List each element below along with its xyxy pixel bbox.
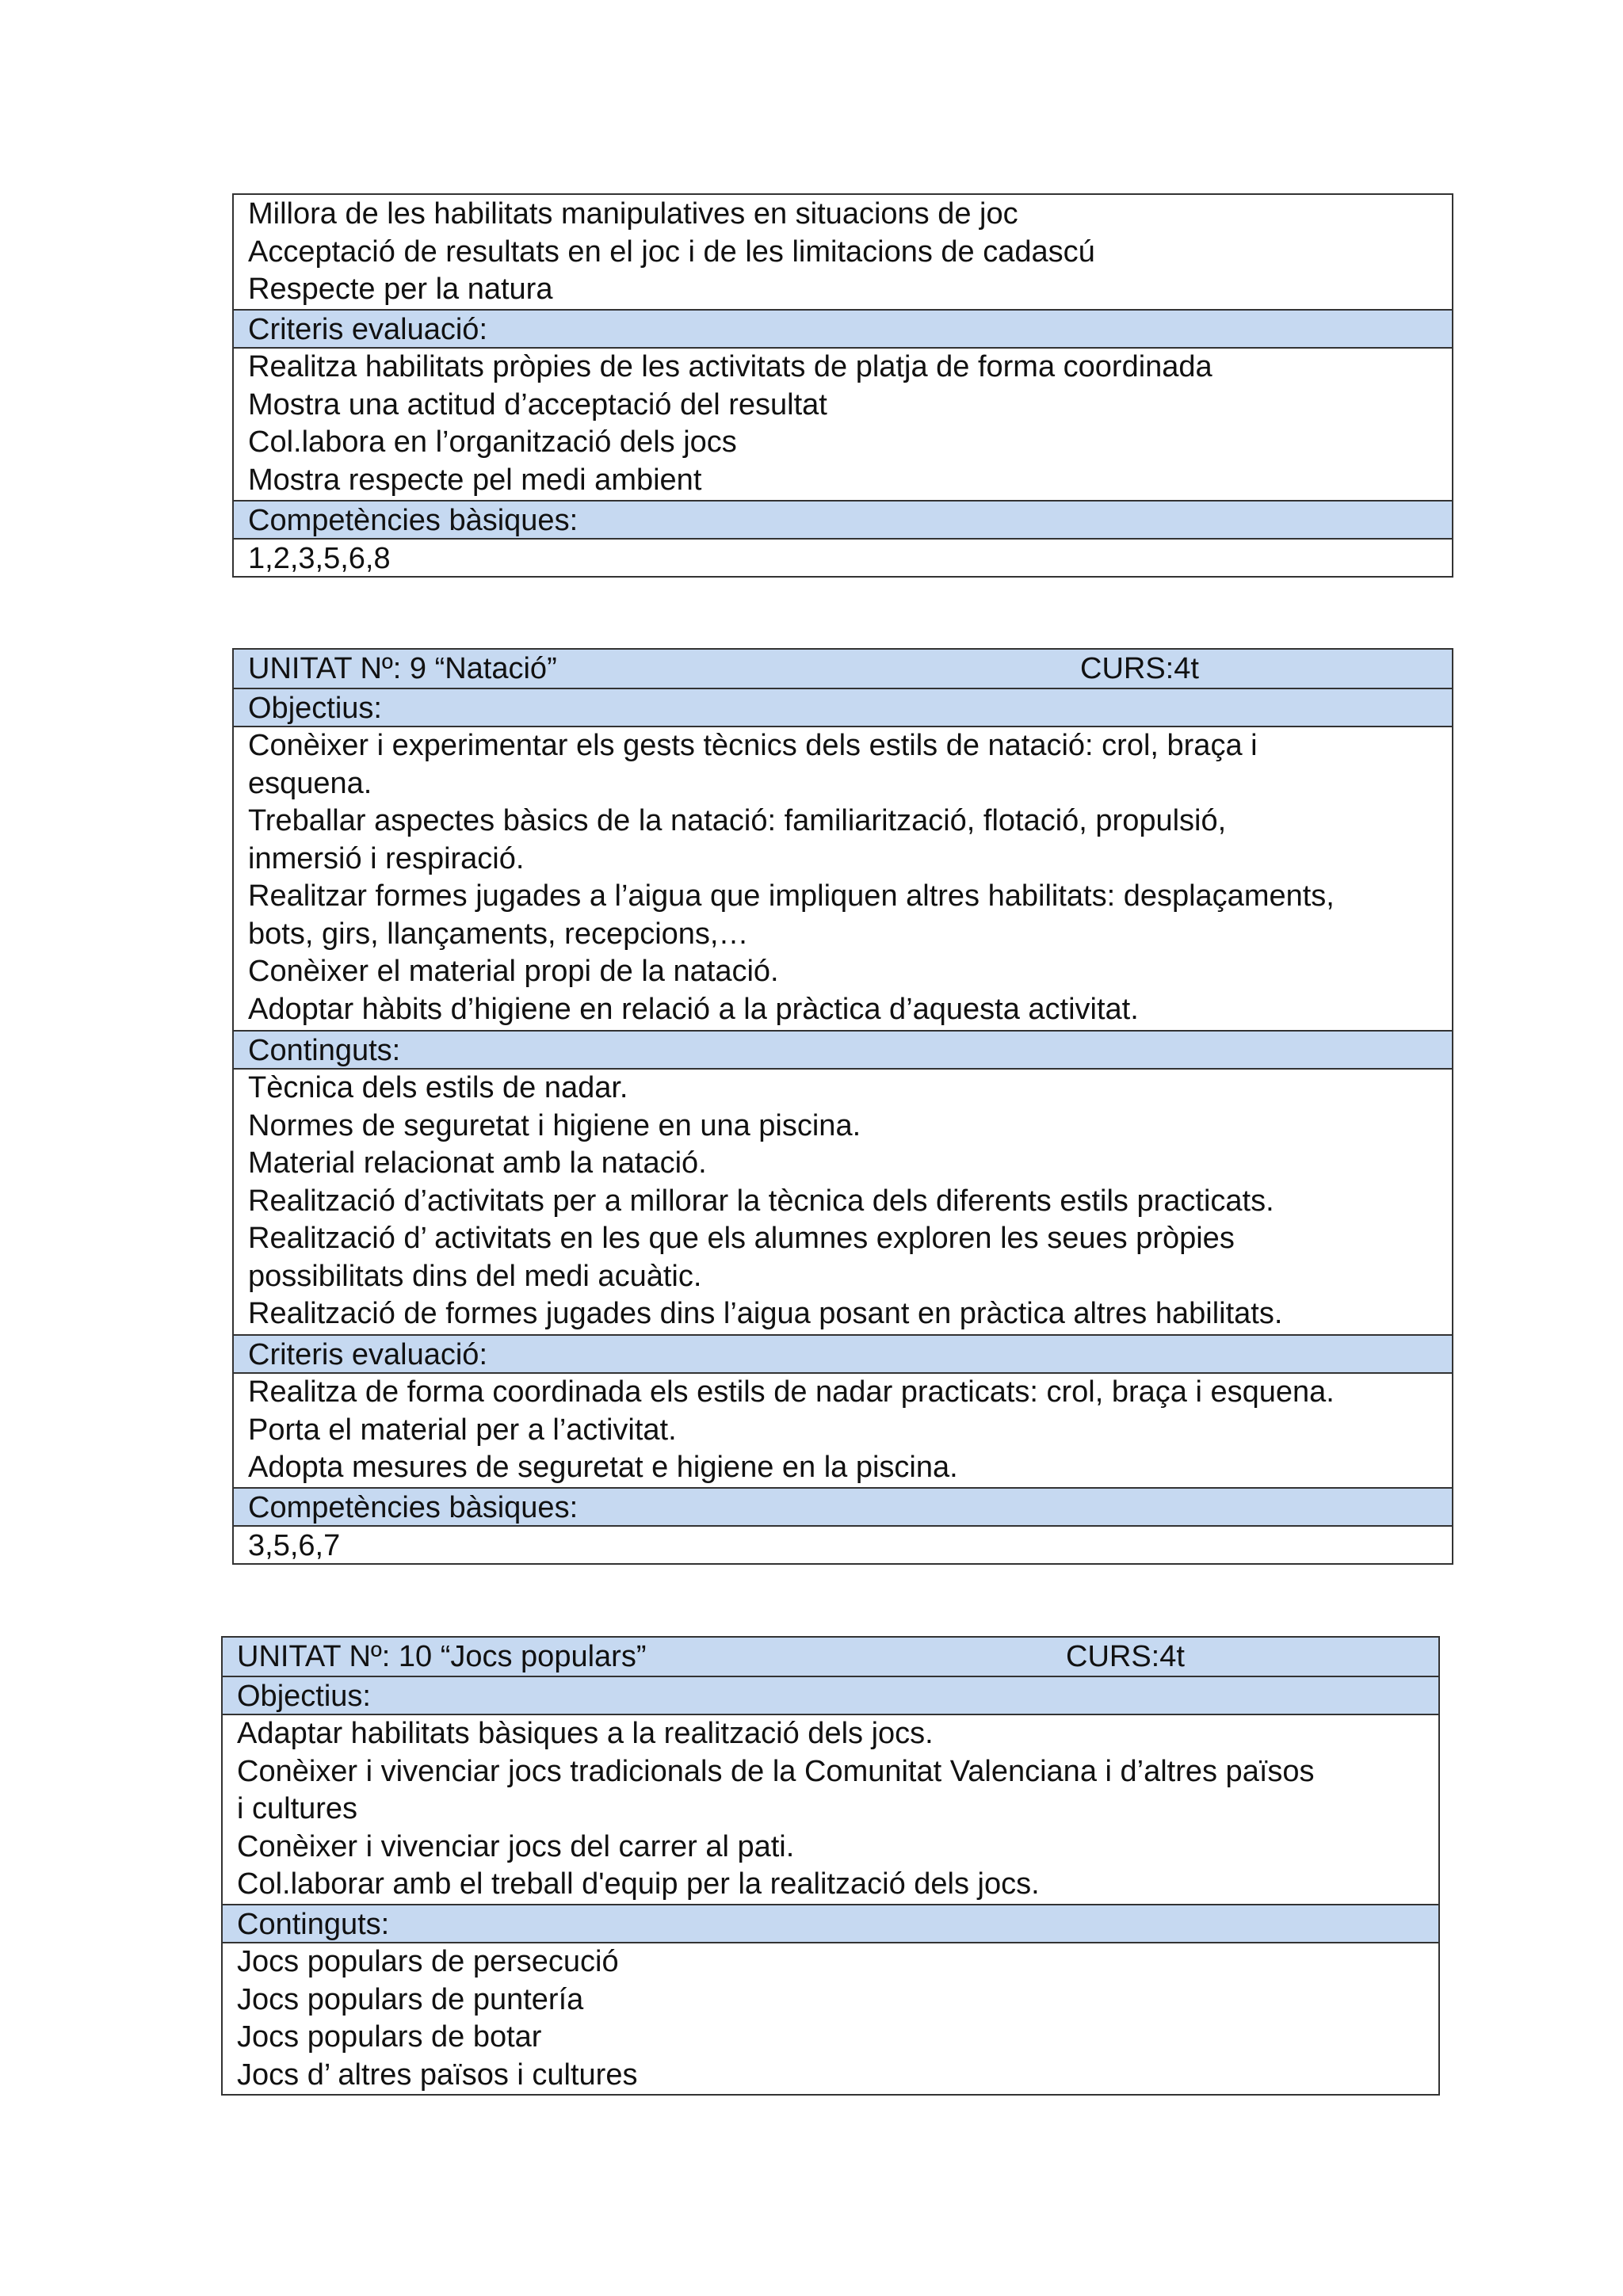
curs-label: CURS:4t (1080, 652, 1199, 685)
objectius-cell (223, 1714, 1438, 1904)
text-line: Realització de formes jugades dins l’aigua posant en pràctica altres habilitats. (248, 1297, 1283, 1330)
criteris-cell (234, 347, 1452, 500)
text-line: Jocs d’ altres països i cultures (237, 2058, 638, 2092)
continguts-header: Continguts: (223, 1904, 1438, 1942)
text-line: Jocs populars de botar (237, 2020, 542, 2054)
text-line: Normes de seguretat i higiene en una piscina. (248, 1108, 861, 1142)
unit-8-continuation-table (232, 193, 1453, 578)
text-line: Conèixer el material propi de la natació. (248, 955, 779, 988)
continguts-continuation-cell (234, 195, 1452, 309)
text-line: Col.labora en l’organització dels jocs (248, 425, 737, 459)
text-line: Treballar aspectes bàsics de la natació: familiarització, flotació, propulsió, (248, 804, 1227, 837)
unit-title: UNITAT Nº: 10 “Jocs populars” (237, 1640, 647, 1673)
competencies-header: Competències bàsiques: (234, 500, 1452, 538)
unit-9-table (232, 648, 1453, 1565)
objectius-cell (234, 726, 1452, 1030)
text-line: Millora de les habilitats manipulatives en situacions de joc (248, 197, 1018, 231)
text-line: Conèixer i vivenciar jocs del carrer al pati. (237, 1829, 795, 1863)
text-line: Jocs populars de puntería (237, 1982, 584, 2016)
unit-title-row (223, 1638, 1438, 1676)
text-line: Acceptació de resultats en el joc i de les limitacions de cadascú (248, 235, 1095, 269)
text-line: Realització d’activitats per a millorar la tècnica dels diferents estils practicats. (248, 1184, 1274, 1218)
continguts-header: Continguts: (234, 1030, 1452, 1068)
text-line: Respecte per la natura (248, 273, 553, 306)
criteris-header: Criteris evaluació: (234, 309, 1452, 347)
objectius-header: Objectius: (234, 688, 1452, 726)
continguts-cell (234, 1068, 1452, 1334)
text-line: Conèixer i experimentar els gests tècnics dels estils de natació: crol, braça i (248, 729, 1258, 762)
text-line: Realització d’ activitats en les que els alumnes exploren les seues pròpies (248, 1222, 1235, 1255)
unit-title-row (234, 650, 1452, 688)
text-line: Adaptar habilitats bàsiques a la realització dels jocs. (237, 1717, 934, 1750)
criteris-cell (234, 1372, 1452, 1487)
text-line: Mostra respecte pel medi ambient (248, 463, 702, 497)
text-line: Adopta mesures de seguretat e higiene en la piscina. (248, 1451, 958, 1484)
competencies-cell: 1,2,3,5,6,8 (234, 538, 1452, 576)
criteris-header: Criteris evaluació: (234, 1334, 1452, 1372)
text-line: Col.laborar amb el treball d'equip per la realització dels jocs. (237, 1867, 1040, 1901)
continguts-cell (223, 1942, 1438, 2094)
text-line: i cultures (237, 1792, 358, 1825)
text-line: inmersió i respiració. (248, 841, 525, 875)
unit-10-table (221, 1636, 1440, 2096)
competencies-cell: 3,5,6,7 (234, 1525, 1452, 1563)
text-line: Porta el material per a l’activitat. (248, 1413, 677, 1447)
text-line: Realitza de forma coordinada els estils de nadar practicats: crol, braça i esquena. (248, 1375, 1335, 1409)
text-line: Material relacionat amb la natació. (248, 1146, 707, 1180)
text-line: Tècnica dels estils de nadar. (248, 1071, 628, 1104)
text-line: possibilitats dins del medi acuàtic. (248, 1259, 702, 1293)
competencies-header: Competències bàsiques: (234, 1487, 1452, 1525)
text-line: Jocs populars de persecució (237, 1945, 619, 1978)
objectius-header: Objectius: (223, 1676, 1438, 1714)
text-line: bots, girs, llançaments, recepcions,… (248, 917, 749, 951)
text-line: esquena. (248, 766, 372, 800)
text-line: Conèixer i vivenciar jocs tradicionals de la Comunitat Valenciana i d’altres països (237, 1754, 1315, 1788)
curs-label: CURS:4t (1066, 1640, 1185, 1673)
text-line: Mostra una actitud d’acceptació del resultat (248, 387, 827, 421)
text-line: Realitzar formes jugades a l’aigua que impliquen altres habilitats: desplaçaments, (248, 879, 1335, 913)
text-line: Adoptar hàbits d’higiene en relació a la pràctica d’aquesta activitat. (248, 992, 1139, 1026)
text-line: Realitza habilitats pròpies de les activitats de platja de forma coordinada (248, 350, 1212, 383)
unit-title: UNITAT Nº: 9 “Natació” (248, 652, 557, 685)
